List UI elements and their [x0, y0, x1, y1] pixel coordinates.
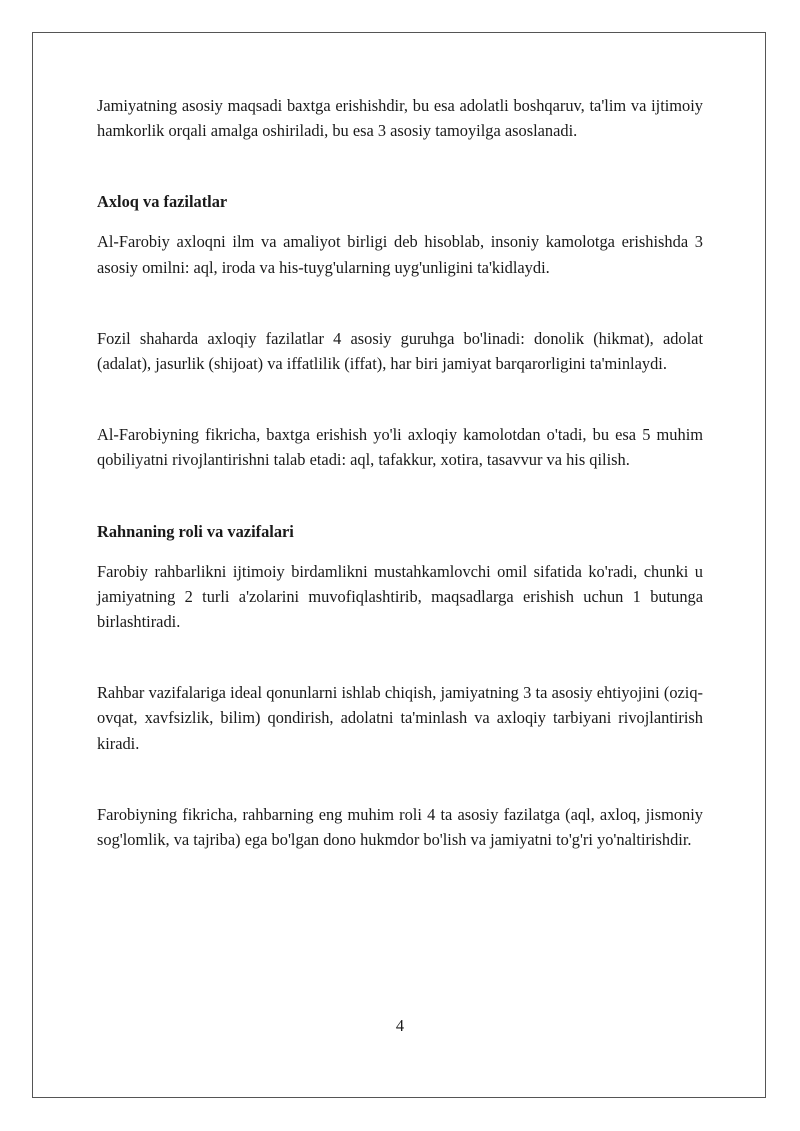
- paragraph-leader-duties: Rahbar vazifalariga ideal qonunlarni ishlab chiqish, jamiyatning 3 ta asosiy ehtiyojini (oziq-ovqat, xavfsizlik, bilim) qondirish, adolatni ta'minlash va axloqiy tarbiyani rivojlantirish kiradi.: [97, 683, 703, 753]
- page-number: 4: [395, 1016, 405, 1035]
- paragraph-leader-virtues: Farobiyning fikricha, rahbarning eng muhim roli 4 ta asosiy fazilatga (aql, axloq, jismoniy sog'lomlik, va tajriba) ega bo'lgan dono hukmdor bo'lish va jamiyatni to'g'ri yo'naltirishdir.: [97, 804, 703, 850]
- paragraph-ethics-factors: Al-Farobiy axloqni ilm va amaliyot birligi deb hisoblab, insoniy kamolotga erishishda 3 asosiy omilni: aql, iroda va his-tuyg'ularning uyg'unligini ta'kidlaydi.: [97, 232, 703, 277]
- section-heading-leader-role: Rahnaning roli va vazifalari: [97, 521, 294, 541]
- paragraph-virtue-groups: Fozil shaharda axloqiy fazilatlar 4 asosiy guruhga bo'linadi: donolik (hikmat), adolat (adalat), jasurlik (shijoat) va iffatlilik (iffat), har biri jamiyat barqarorligini ta'minlaydi.: [97, 328, 703, 374]
- section-heading-ethics: Axloq va fazilatlar: [97, 192, 228, 212]
- paragraph-path-to-happiness: Al-Farobiyning fikricha, baxtga erishish yo'li axloqiy kamolotdan o'tadi, bu esa 5 muhim qobiliyatni rivojlantirishni talab etadi: aql, tafakkur, xotira, tasavvur va his qilish.: [97, 425, 703, 470]
- paragraph-society-goal: Jamiyatning asosiy maqsadi baxtga erishishdir, bu esa adolatli boshqaruv, ta'lim va ijtimoiy hamkorlik orqali amalga oshiriladi, bu esa 3 asosiy tamoyilga asoslanadi.: [97, 96, 703, 141]
- paragraph-leadership-unity: Farobiy rahbarlikni ijtimoiy birdamlikni mustahkamlovchi omil sifatida ko'radi, chunki u jamiyatning 2 turli a'zolarini muvofiqlashtirib, maqsadlarga erishish uchun 1 butunga birlashtiradi.: [97, 561, 703, 632]
- document-body: [97, 93, 703, 852]
